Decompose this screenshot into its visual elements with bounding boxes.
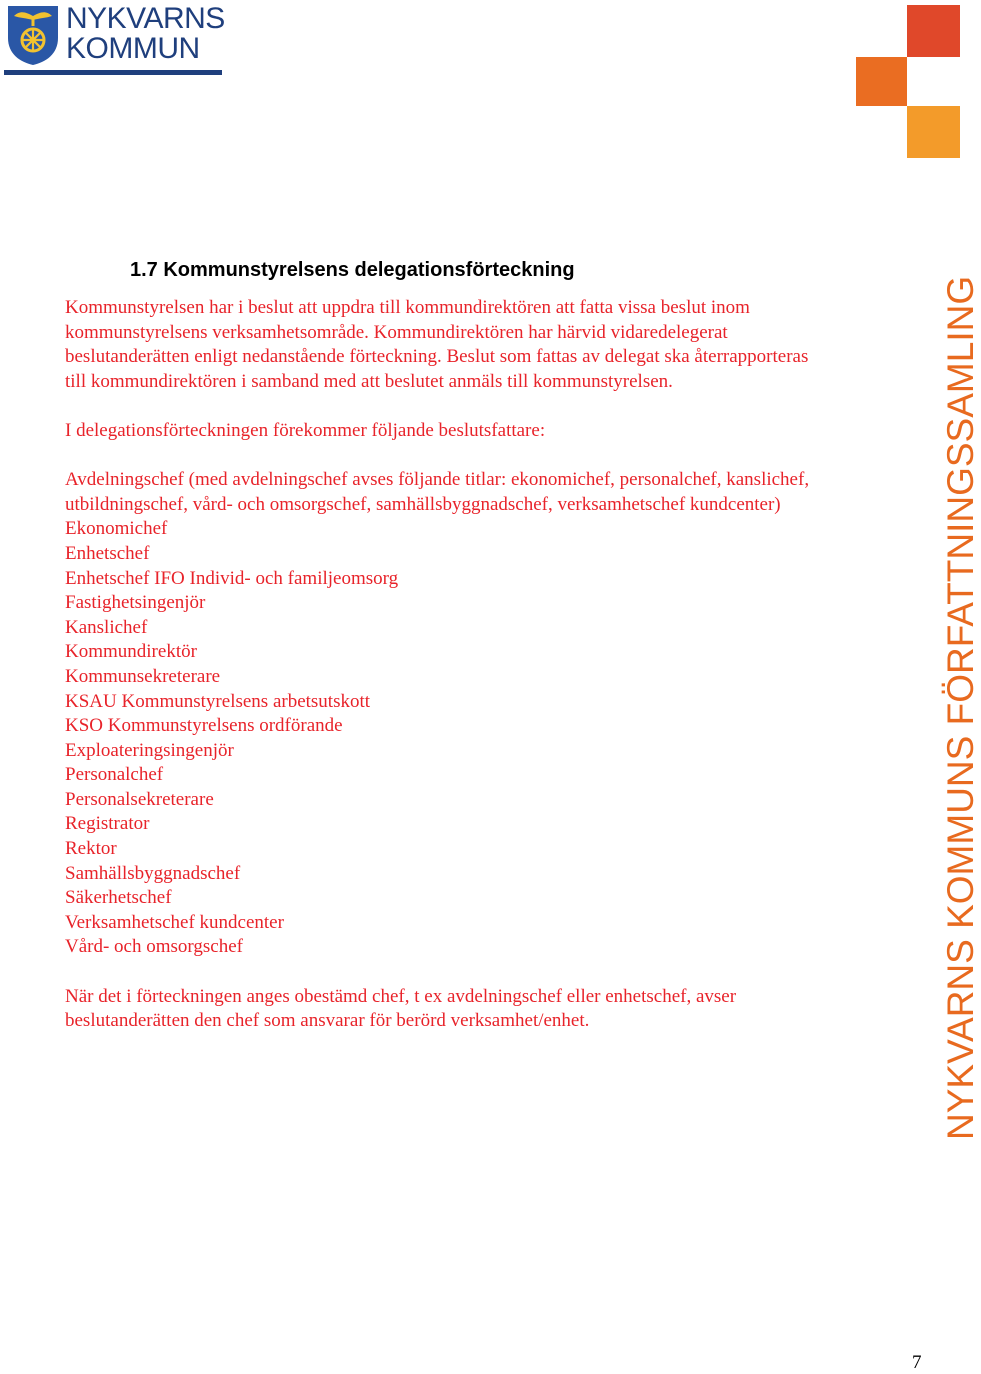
municipality-logo xyxy=(4,2,225,76)
list-item: Kommunsekreterare xyxy=(65,665,221,687)
list-item: Vård- och omsorgschef xyxy=(65,936,243,958)
collection-title-vertical: NYKVARNS KOMMUNS FÖRFATTNINGSSAMLING xyxy=(940,275,981,1140)
list-item: Ekonomichef xyxy=(65,518,168,540)
list-item: Samhällsbyggnadschef xyxy=(65,862,241,884)
coat-of-arms-icon xyxy=(6,4,60,66)
decorative-square-red xyxy=(907,5,960,57)
page-number: 7 xyxy=(912,1352,922,1373)
decision-makers-lead: I delegationsförteckningen förekommer följande beslutsfattare: xyxy=(65,419,546,441)
list-item: Registrator xyxy=(65,813,150,835)
list-item: Personalsekreterare xyxy=(65,788,214,810)
list-item: Säkerhetschef xyxy=(65,887,172,909)
decision-makers-list xyxy=(65,468,825,960)
logo-underline xyxy=(4,70,222,75)
list-item: Verksamhetschef kundcenter xyxy=(65,911,284,933)
list-item: Kommundirektör xyxy=(65,641,197,663)
list-item: Avdelningschef (med avdelningschef avses följande titlar: ekonomichef, personalchef, kanslichef, utbildningschef, vård- och omsorgschef, samhällsbyggnadschef, verksamhetschef kundcenter) xyxy=(65,469,810,515)
list-item: Rektor xyxy=(65,838,117,860)
section-heading: 1.7 Kommunstyrelsens delegationsförteckning xyxy=(130,259,575,281)
decorative-square-light-orange xyxy=(907,106,960,158)
list-item: Exploateringsingenjör xyxy=(65,739,234,761)
list-item: Personalchef xyxy=(65,764,164,786)
list-item: Enhetschef IFO Individ- och familjeomsorg xyxy=(65,567,399,589)
intro-paragraph: Kommunstyrelsen har i beslut att uppdra till kommundirektören att fatta vissa beslut inom kommunstyrelsens verksamhetsområde. Kommundirektören har härvid vidaredelegerat beslutanderätten enligt nedanstående förteckning. Beslut som fattas av delegat ska återrapporteras till kommundirektören i samband med att beslutet anmäls till kommunstyrelsen. xyxy=(65,297,809,392)
list-item: KSO Kommunstyrelsens ordförande xyxy=(65,715,343,737)
decorative-square-orange xyxy=(856,57,907,106)
logo-text-line1: NYKVARNS xyxy=(66,2,225,35)
list-item: Kanslichef xyxy=(65,616,148,638)
closing-paragraph: När det i förteckningen anges obestämd chef, t ex avdelningschef eller enhetschef, avser beslutanderätten den chef som ansvarar för berörd verksamhet/enhet. xyxy=(65,985,737,1032)
logo-text-line2: KOMMUN xyxy=(66,32,200,65)
list-item: Fastighetsingenjör xyxy=(65,592,206,614)
list-item: Enhetschef xyxy=(65,542,150,564)
document-body xyxy=(65,296,825,1034)
list-item: KSAU Kommunstyrelsens arbetsutskott xyxy=(65,690,371,712)
